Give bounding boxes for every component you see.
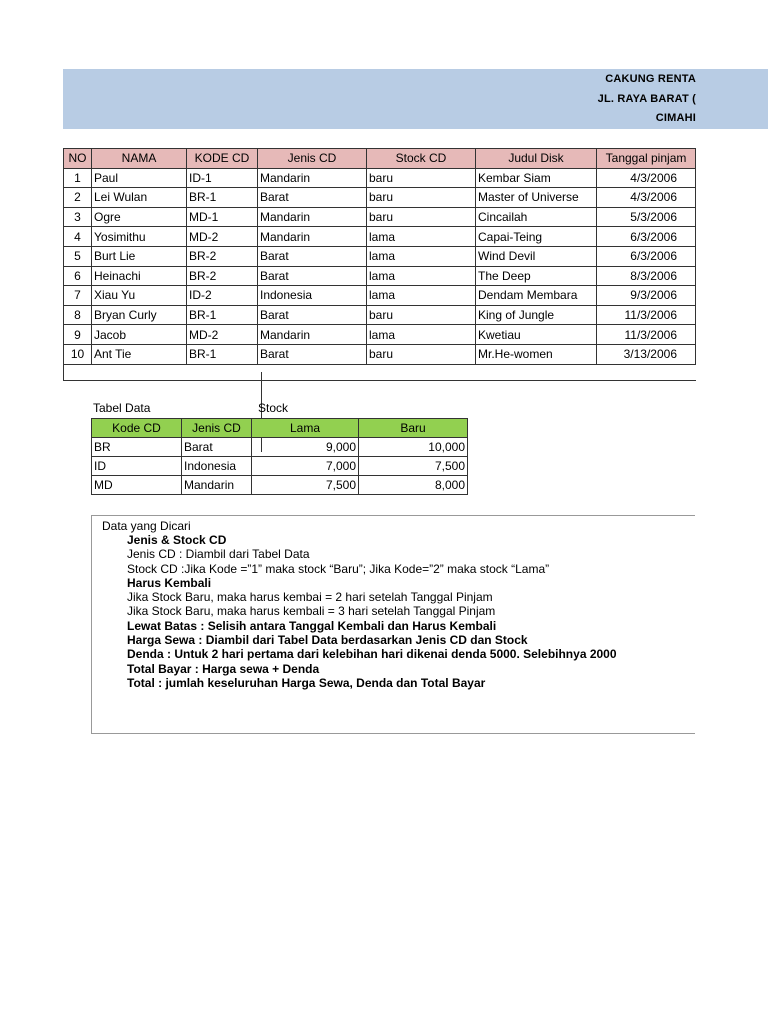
table-cell: Mandarin [258, 325, 367, 345]
table-cell: lama [367, 227, 476, 247]
table-cell: Barat [258, 305, 367, 325]
table-cell: 4/3/2006 [597, 188, 696, 208]
table-cell: lama [367, 266, 476, 286]
table-cell: 1 [64, 168, 92, 188]
table-cell: The Deep [476, 266, 597, 286]
table-cell: 9/3/2006 [597, 286, 696, 306]
table-cell: Barat [258, 344, 367, 364]
table-cell: Master of Universe [476, 188, 597, 208]
table-row [92, 457, 468, 476]
rental-table [63, 148, 696, 365]
table-cell: Xiau Yu [92, 286, 187, 306]
table-cell: 6/3/2006 [597, 227, 696, 247]
table-cell: 11/3/2006 [597, 325, 696, 345]
table-cell: 7,000 [252, 457, 359, 476]
table-cell: Heinachi [92, 266, 187, 286]
note-line: Jenis CD : Diambil dari Tabel Data [127, 547, 310, 562]
table-cell: 5 [64, 246, 92, 266]
table-cell: BR-1 [187, 188, 258, 208]
table-cell: ID [92, 457, 182, 476]
table-cell: MD-2 [187, 325, 258, 345]
column-header: Stock CD [367, 149, 476, 169]
table-cell: baru [367, 168, 476, 188]
empty-row [63, 361, 696, 381]
column-header: Judul Disk [476, 149, 597, 169]
rental-table-header [64, 149, 696, 169]
table-row [64, 168, 696, 188]
table-cell: Mandarin [182, 476, 252, 495]
column-header: Baru [359, 419, 468, 438]
table-cell: BR-1 [187, 305, 258, 325]
table-row [92, 438, 468, 457]
table-cell: MD [92, 476, 182, 495]
table-cell: Barat [258, 188, 367, 208]
table-cell: Indonesia [258, 286, 367, 306]
table-cell: lama [367, 325, 476, 345]
table-cell: BR [92, 438, 182, 457]
note-line: Jika Stock Baru, maka harus kembai = 2 hari setelah Tanggal Pinjam [127, 590, 493, 605]
table-cell: Kwetiau [476, 325, 597, 345]
table-cell: Kembar Siam [476, 168, 597, 188]
table-cell: baru [367, 207, 476, 227]
table-cell: 8/3/2006 [597, 266, 696, 286]
table-cell: Burt Lie [92, 246, 187, 266]
table-cell: Paul [92, 168, 187, 188]
table-cell: ID-2 [187, 286, 258, 306]
table-cell: Barat [182, 438, 252, 457]
column-header: Lama [252, 419, 359, 438]
column-header: Jenis CD [182, 419, 252, 438]
table-cell: baru [367, 305, 476, 325]
table-row [64, 305, 696, 325]
table-cell: Capai-Teing [476, 227, 597, 247]
table-cell: Ant Tie [92, 344, 187, 364]
table-cell: Barat [258, 246, 367, 266]
table-row [64, 246, 696, 266]
table-cell: 9 [64, 325, 92, 345]
table-cell: 4 [64, 227, 92, 247]
price-table-header [92, 419, 468, 438]
table-row [64, 286, 696, 306]
column-header: NAMA [92, 149, 187, 169]
note-line: Stock CD :Jika Kode =”1” maka stock “Baru”; Jika Kode=”2” maka stock “Lama” [127, 561, 550, 576]
note-line: Jika Stock Baru, maka harus kembali = 3 hari setelah Tanggal Pinjam [127, 604, 496, 619]
table-cell: 10,000 [359, 438, 468, 457]
table-cell: 7,500 [359, 457, 468, 476]
table-cell: MD-2 [187, 227, 258, 247]
column-header: Tanggal pinjam [597, 149, 696, 169]
table-cell: Bryan Curly [92, 305, 187, 325]
notes-list [127, 533, 617, 690]
table-cell: 8 [64, 305, 92, 325]
table-cell: Cincailah [476, 207, 597, 227]
table-row [64, 325, 696, 345]
table-cell: Lei Wulan [92, 188, 187, 208]
table-row [64, 188, 696, 208]
header-title: CAKUNG RENTA [605, 73, 696, 85]
table-cell: 5/3/2006 [597, 207, 696, 227]
table-cell: 6/3/2006 [597, 246, 696, 266]
header-banner [63, 69, 768, 129]
table-cell: Mandarin [258, 168, 367, 188]
table-cell: 11/3/2006 [597, 305, 696, 325]
table-cell: baru [367, 344, 476, 364]
data-table-label: Tabel Data [93, 401, 151, 415]
table-cell: 3 [64, 207, 92, 227]
stock-label: Stock [258, 401, 289, 415]
table-row [64, 207, 696, 227]
table-cell: 4/3/2006 [597, 168, 696, 188]
table-row [64, 227, 696, 247]
table-cell: BR-1 [187, 344, 258, 364]
note-line: Harga Sewa : Diambil dari Tabel Data berdasarkan Jenis CD dan Stock [127, 633, 528, 648]
price-table [91, 418, 468, 495]
table-cell: 3/13/2006 [597, 344, 696, 364]
table-cell: Mandarin [258, 207, 367, 227]
table-row [64, 266, 696, 286]
table-cell: Barat [258, 266, 367, 286]
table-cell: 7,500 [252, 476, 359, 495]
table-cell: Mandarin [258, 227, 367, 247]
header-address: JL. RAYA BARAT ( [597, 93, 696, 105]
table-cell: MD-1 [187, 207, 258, 227]
table-cell: Mr.He-women [476, 344, 597, 364]
table-cell: Ogre [92, 207, 187, 227]
table-cell: 10 [64, 344, 92, 364]
note-line: Harus Kembali [127, 575, 212, 590]
header-city: CIMAHI [655, 112, 696, 124]
table-cell: 7 [64, 286, 92, 306]
note-line: Lewat Batas : Selisih antara Tanggal Kembali dan Harus Kembali [127, 618, 497, 633]
table-cell: 6 [64, 266, 92, 286]
table-cell: Yosimithu [92, 227, 187, 247]
note-line: Total : jumlah keseluruhan Harga Sewa, Denda dan Total Bayar [127, 675, 486, 690]
table-cell: Indonesia [182, 457, 252, 476]
table-cell: 9,000 [252, 438, 359, 457]
notes-box [91, 515, 695, 734]
table-cell: Jacob [92, 325, 187, 345]
table-cell: BR-2 [187, 266, 258, 286]
column-header: KODE CD [187, 149, 258, 169]
table-cell: 8,000 [359, 476, 468, 495]
table-cell: 2 [64, 188, 92, 208]
column-header: Jenis CD [258, 149, 367, 169]
note-line: Total Bayar : Harga sewa + Denda [127, 661, 320, 676]
table-cell: baru [367, 188, 476, 208]
table-cell: King of Jungle [476, 305, 597, 325]
table-row [92, 476, 468, 495]
notes-title: Data yang Dicari [102, 519, 191, 533]
note-line: Jenis & Stock CD [127, 533, 227, 547]
table-cell: BR-2 [187, 246, 258, 266]
table-cell: lama [367, 246, 476, 266]
table-cell: Wind Devil [476, 246, 597, 266]
table-cell: lama [367, 286, 476, 306]
table-cell: ID-1 [187, 168, 258, 188]
column-header: Kode CD [92, 419, 182, 438]
table-cell: Dendam Membara [476, 286, 597, 306]
column-header: NO [64, 149, 92, 169]
note-line: Denda : Untuk 2 hari pertama dari kelebihan hari dikenai denda 5000. Selebihnya 2000 [127, 647, 617, 662]
